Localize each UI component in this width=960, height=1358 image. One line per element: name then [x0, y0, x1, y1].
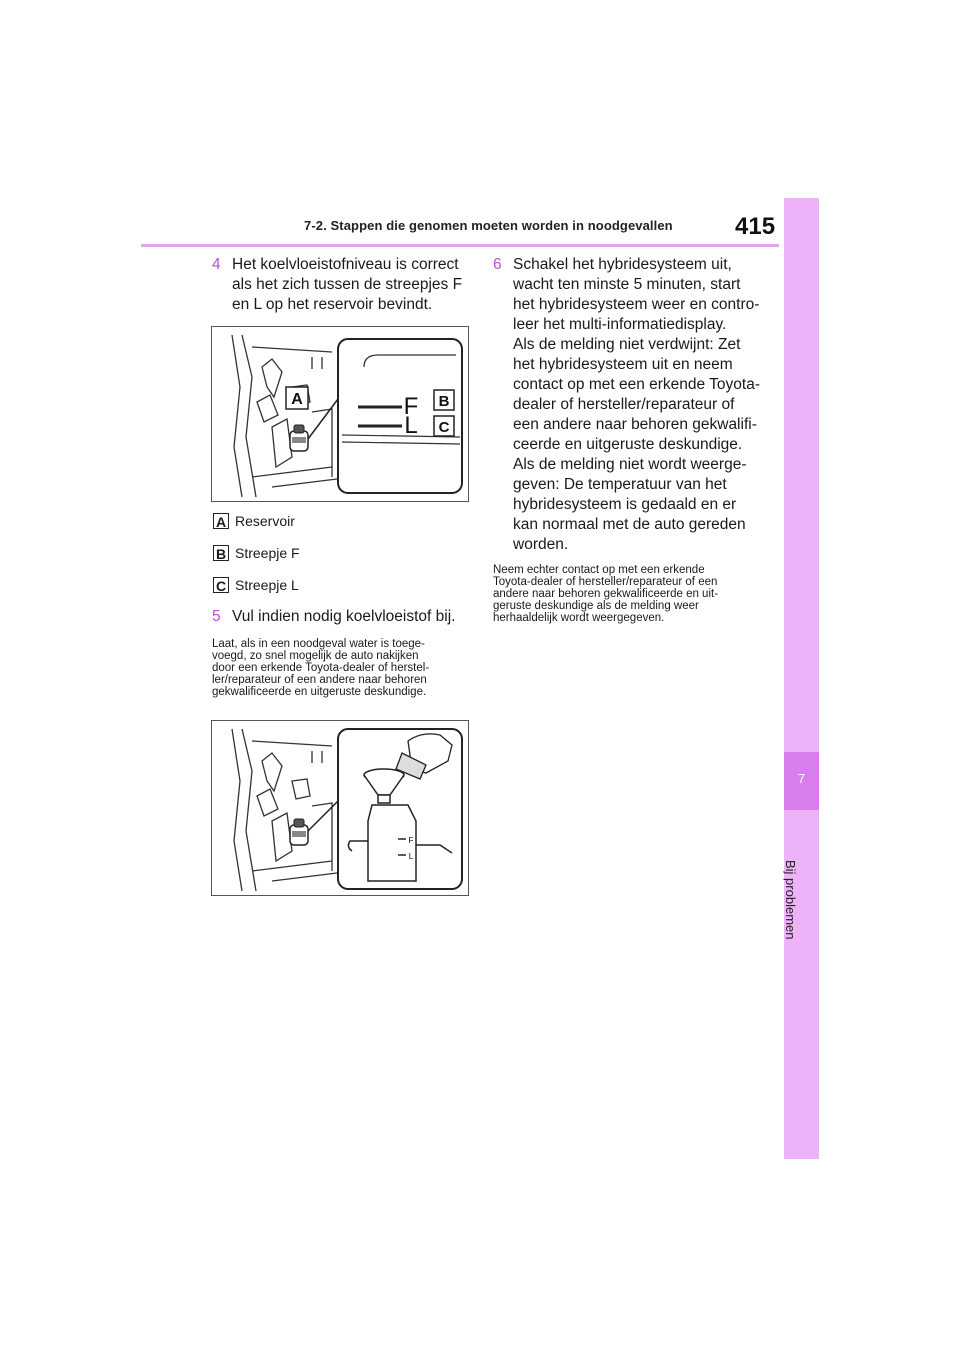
note-line: ler/reparateur of een andere naar behoren [212, 674, 427, 686]
step-line: Als de melding niet wordt weerge- [513, 456, 747, 473]
step-line: het hybridesysteem weer en contro- [513, 296, 760, 313]
section-title: 7-2. Stappen die genomen moeten worden in noodgevallen [304, 218, 673, 233]
legend-item-b [213, 545, 463, 563]
mark-l: L [404, 412, 418, 439]
legend-key: B [213, 545, 229, 561]
step-text [513, 255, 760, 555]
legend-label: Streepje L [235, 577, 299, 593]
step-line: als het zich tussen de streepjes F [232, 276, 463, 293]
note-line: herhaaldelijk wordt weergegeven. [493, 612, 665, 624]
legend-label: Streepje F [235, 545, 300, 561]
step-line: wacht ten minste 5 minuten, start [513, 276, 741, 293]
page-number: 415 [735, 213, 776, 240]
step-line: ceerde en uitgeruste deskundige. [513, 436, 743, 453]
header-rule [141, 244, 779, 247]
reservoir-icon [290, 425, 308, 451]
legend-item-c [213, 577, 463, 595]
tank-mark-l: L [408, 852, 414, 861]
chapter-title-text: Bij problemen [783, 860, 798, 940]
mark-f: F [403, 393, 419, 420]
tank-mark-f: F [408, 836, 414, 845]
step-text [232, 607, 455, 627]
step-number: 4 [212, 256, 221, 273]
callout-c: C [438, 419, 450, 436]
step-6 [493, 255, 779, 557]
step-line: worden. [513, 536, 569, 553]
chapter-title [780, 860, 820, 940]
step-line: en L op het reservoir bevindt. [232, 296, 433, 313]
reservoir-icon [290, 819, 308, 845]
step-line: dealer of hersteller/reparateur of [513, 396, 735, 413]
legend-key: C [213, 577, 229, 593]
step-line: geven: De temperatuur van het [513, 476, 727, 493]
step-line: het hybridesysteem uit en neem [513, 356, 733, 373]
step-line: hybridesysteem is gedaald en er [513, 496, 737, 513]
step-line: Schakel het hybridesysteem uit, [513, 256, 732, 273]
note-line: door een erkende Toyota-dealer of herstel- [212, 662, 430, 674]
step-line: Het koelvloeistofniveau is correct [232, 256, 459, 273]
legend-label: Reservoir [235, 513, 295, 529]
step-text [232, 255, 462, 315]
note-line: geruste deskundige als de melding weer [493, 600, 699, 612]
engine-bay-illustration [212, 327, 468, 501]
note-water-added [212, 638, 470, 702]
step-line: leer het multi-informatiedisplay. [513, 316, 727, 333]
legend-item-a [213, 513, 463, 531]
note-line: Neem echter contact op met een erkende [493, 564, 705, 576]
chapter-side-tab [784, 198, 819, 1159]
step-number: 6 [493, 256, 502, 273]
step-line: contact op met een erkende Toyota- [513, 376, 761, 393]
legend-key: A [213, 513, 229, 529]
callout-a: A [291, 391, 303, 408]
step-number: 5 [212, 608, 221, 625]
note-line: Laat, als in een noodgeval water is toege- [212, 638, 425, 650]
note-line: voegd, zo snel mogelijk de auto nakijken [212, 650, 419, 662]
refill-illustration [212, 721, 468, 895]
chapter-number: 7 [797, 771, 806, 786]
step-5 [212, 607, 472, 629]
refill-coolant-figure [211, 720, 469, 896]
step-line: kan normaal met de auto gereden [513, 516, 746, 533]
reservoir-level-figure [211, 326, 469, 502]
note-line: Toyota-dealer of hersteller/reparateur of een [493, 576, 718, 588]
note-line: andere naar behoren gekwalificeerde en uit- [493, 588, 719, 600]
step-line: Als de melding niet verdwijnt: Zet [513, 336, 741, 353]
callout-b: B [438, 393, 450, 410]
note-repeated-warning [493, 564, 763, 628]
step-4 [212, 255, 472, 317]
step-line: een andere naar behoren gekwalifi- [513, 416, 757, 433]
note-line: gekwalificeerde en uitgeruste deskundige. [212, 686, 427, 698]
step-line: Vul indien nodig koelvloeistof bij. [232, 608, 456, 625]
